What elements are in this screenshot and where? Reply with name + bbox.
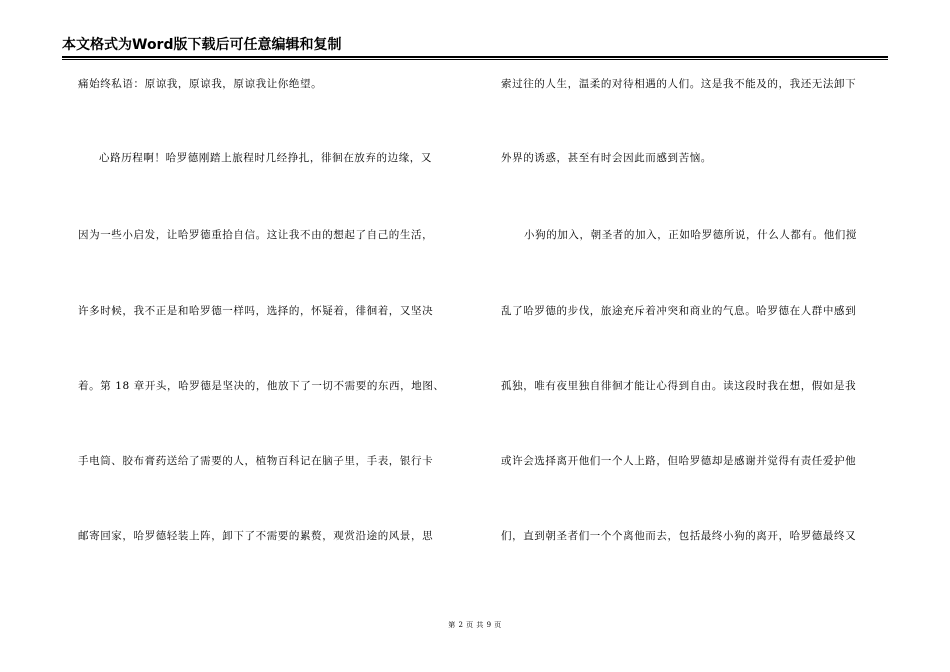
text-line: 们，直到朝圣者们一个个离他而去，包括最终小狗的离开，哈罗德最终又 — [501, 530, 857, 542]
text-line: 孤独，唯有夜里独自徘徊才能让心得到自由。读这段时我在想，假如是我 — [501, 380, 857, 392]
text-line: 邮寄回家，哈罗德轻装上阵，卸下了不需要的累赘，观赏沿途的风景，思 — [78, 530, 434, 542]
text-line: 着。第 18 章开头，哈罗德是坚决的，他放下了一切不需要的东西，地图、 — [78, 380, 445, 392]
header-divider — [62, 56, 888, 60]
header-title: 本文格式为Word版下载后可任意编辑和复制 — [62, 37, 342, 53]
text-line: 许多时候，我不正是和哈罗德一样吗，选择的，怀疑着，徘徊着，又坚决 — [78, 305, 434, 317]
text-line: 索过往的人生，温柔的对待相遇的人们。这是我不能及的，我还无法卸下 — [501, 78, 857, 90]
text-line: 心路历程啊！哈罗德刚踏上旅程时几经挣扎，徘徊在放弃的边缘，又 — [99, 152, 432, 164]
text-line: 因为一些小启发，让哈罗德重拾自信。这让我不由的想起了自己的生活， — [78, 229, 434, 241]
text-line: 手电筒、胶布膏药送给了需要的人，植物百科记在脑子里，手表，银行卡 — [78, 455, 434, 467]
document-header — [62, 36, 888, 56]
text-line: 小狗的加入，朝圣者的加入，正如哈罗德所说，什么人都有。他们搅 — [524, 229, 857, 241]
text-line: 或许会选择离开他们一个人上路，但哈罗德却是感谢并觉得有责任爱护他 — [501, 455, 857, 467]
text-line: 痛始终私语：原谅我，原谅我，原谅我让你绝望。 — [78, 78, 323, 90]
text-line: 外界的诱惑，甚至有时会因此而感到苦恼。 — [501, 152, 712, 164]
page-number-footer: 第 2 页 共 9 页 — [448, 621, 502, 629]
text-line: 乱了哈罗德的步伐，旅途充斥着冲突和商业的气息。哈罗德在人群中感到 — [501, 305, 857, 317]
